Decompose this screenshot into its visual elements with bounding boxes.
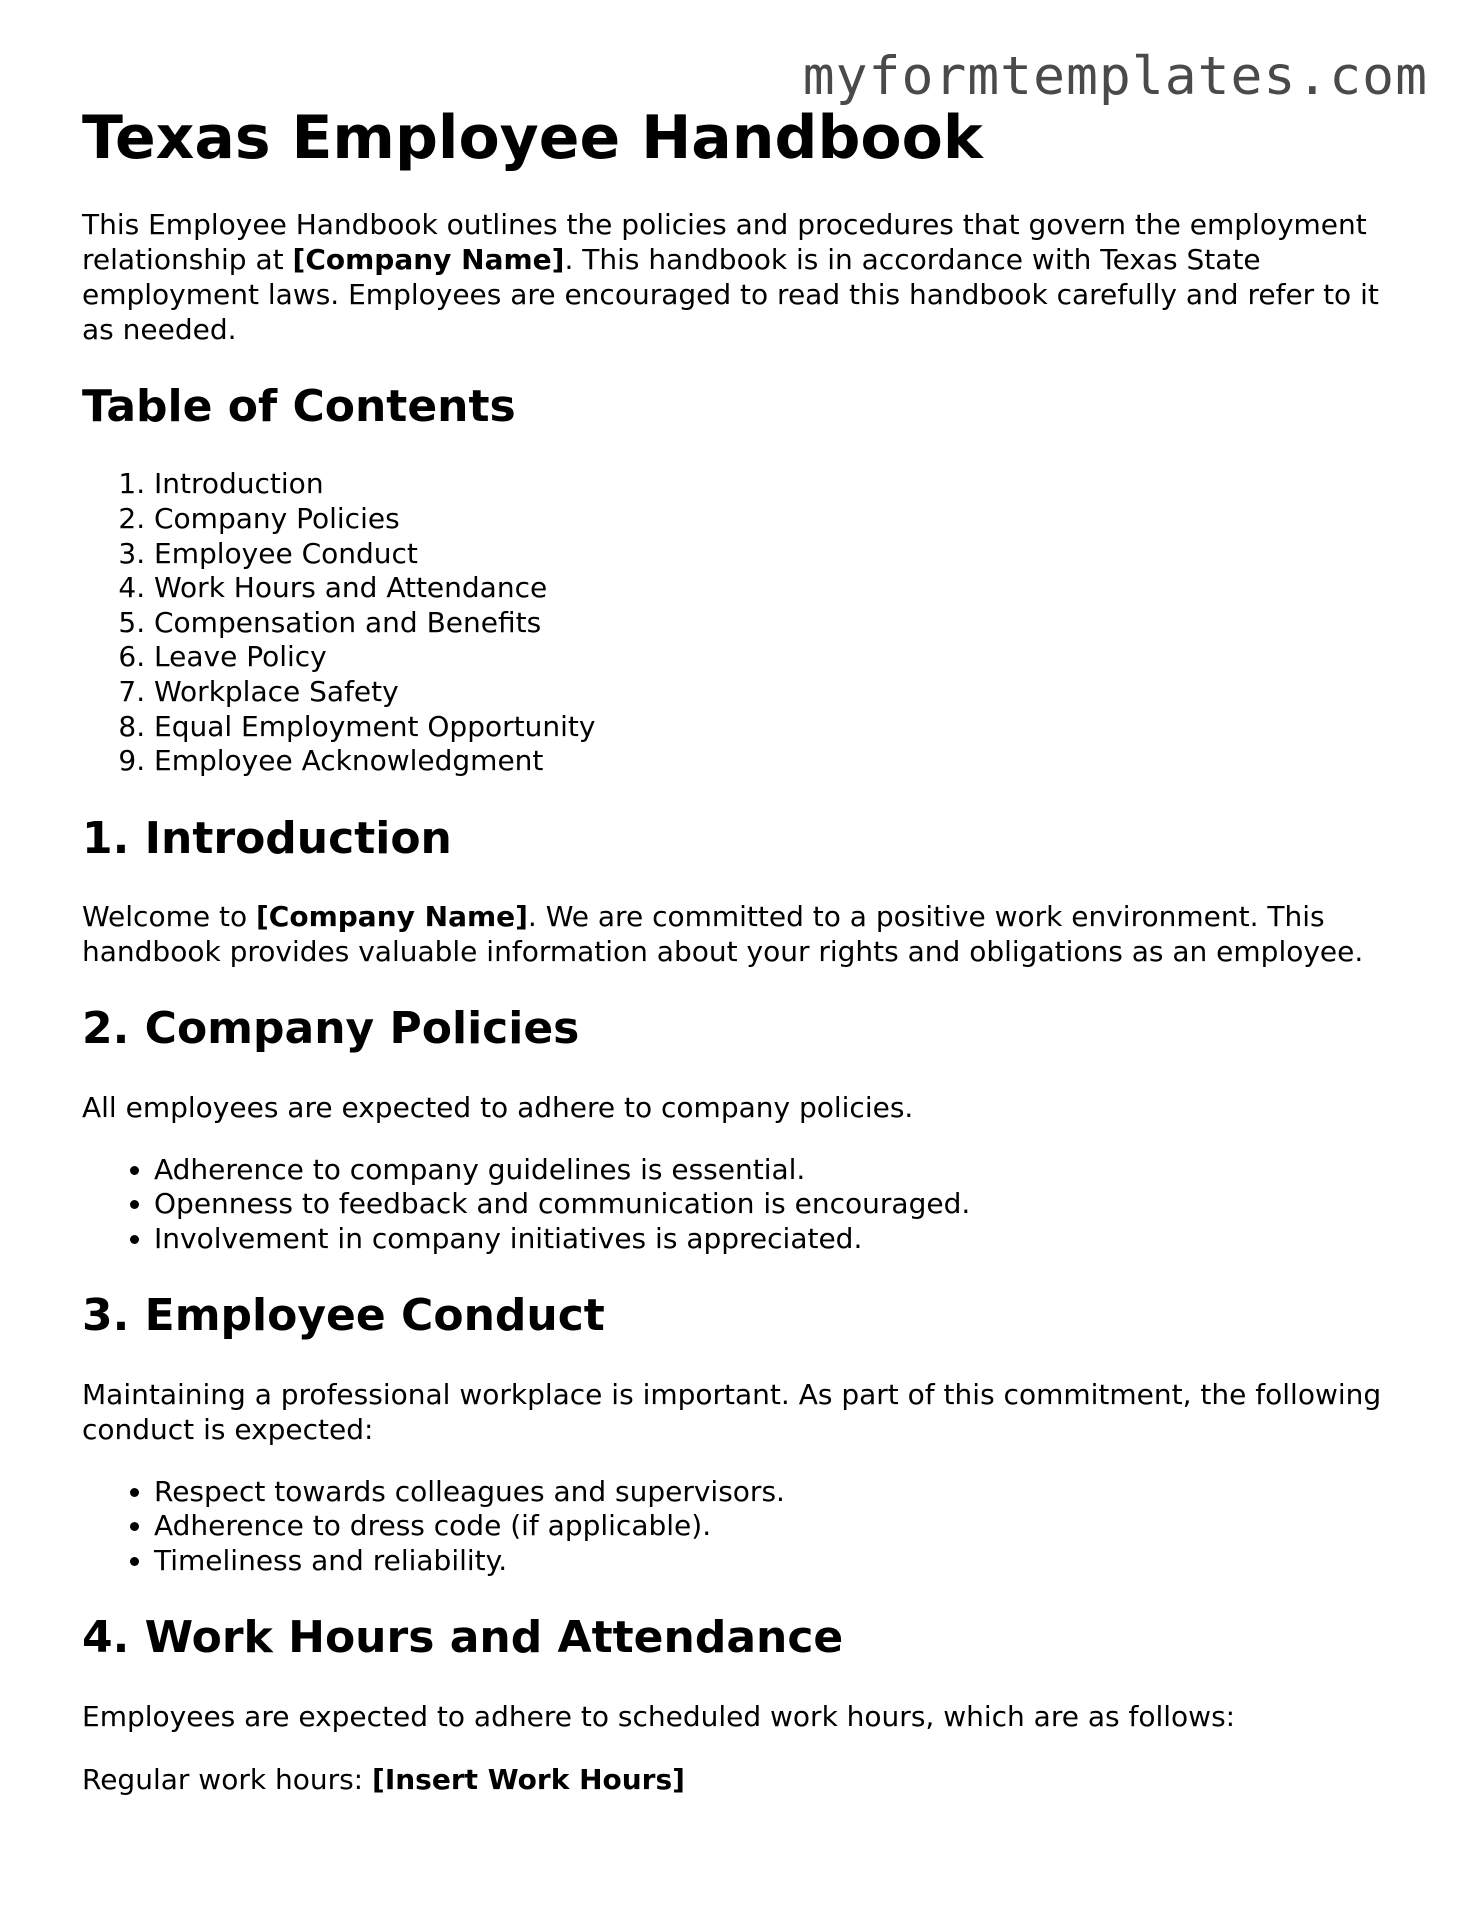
intro-paragraph <box>82 207 1412 347</box>
document-title: Texas Employee Handbook <box>82 103 983 173</box>
company-name-placeholder: [Company Name] <box>256 900 528 934</box>
hours-label: Regular work hours: <box>82 1762 373 1796</box>
list-item: • Respect towards colleagues and supervisors. <box>154 1475 1412 1510</box>
intro-text-start: This Employee Handbook outlines the policies and procedures that govern the employment relationship at <box>82 208 1367 276</box>
conduct-bullet-list <box>82 1475 1412 1579</box>
list-item: • Timeliness and reliability. <box>154 1544 1412 1579</box>
section-policies-text: All employees are expected to adhere to company policies. <box>82 1090 914 1124</box>
list-item: • Involvement in company initiatives is appreciated. <box>154 1222 1412 1257</box>
toc-item: 8. Equal Employment Opportunity <box>154 710 1412 745</box>
section-introduction-text <box>82 899 1412 969</box>
toc-item: 5. Compensation and Benefits <box>154 606 1412 641</box>
welcome-text-end: . We are committed to a positive work environment. This handbook provides valuable information about your rights and obligations as an employee. <box>82 900 1364 969</box>
toc-list <box>82 467 1412 778</box>
section-introduction-heading: 1. Introduction <box>82 812 452 864</box>
site-watermark: myformtemplates.com <box>802 46 1428 107</box>
welcome-text-start: Welcome to <box>82 900 256 934</box>
section-hours-text: Employees are expected to adhere to scheduled work hours, which are as follows: <box>82 1699 1236 1733</box>
section-hours-heading: 4. Work Hours and Attendance <box>82 1612 844 1664</box>
policies-bullet-list <box>82 1153 1412 1257</box>
toc-heading: Table of Contents <box>82 381 516 432</box>
company-name-placeholder: [Company Name] <box>292 243 565 276</box>
document-page <box>82 105 1412 1825</box>
work-hours-placeholder: [Insert Work Hours] <box>372 1762 685 1796</box>
intro-text-end: . This handbook is in accordance with Texas State employment laws. Employees are encouraged to read this handbook carefully and refer to it as needed. <box>82 243 1379 346</box>
list-item: • Adherence to company guidelines is essential. <box>154 1153 1412 1188</box>
toc-item: 3. Employee Conduct <box>154 537 1412 572</box>
toc-item: 7. Workplace Safety <box>154 675 1412 710</box>
toc-item: 6. Leave Policy <box>154 640 1412 675</box>
section-conduct-text: Maintaining a professional workplace is important. As part of this commitment, the following conduct is expected: <box>82 1377 1382 1446</box>
section-conduct-heading: 3. Employee Conduct <box>82 1290 605 1342</box>
toc-item: 1. Introduction <box>154 467 1412 502</box>
toc-item: 9. Employee Acknowledgment <box>154 744 1412 779</box>
toc-item: 2. Company Policies <box>154 502 1412 537</box>
list-item: • Openness to feedback and communication is encouraged. <box>154 1187 1412 1222</box>
toc-item: 4. Work Hours and Attendance <box>154 571 1412 606</box>
regular-hours-line <box>82 1762 1412 1797</box>
section-policies-heading: 2. Company Policies <box>82 1003 580 1055</box>
list-item: • Adherence to dress code (if applicable). <box>154 1509 1412 1544</box>
